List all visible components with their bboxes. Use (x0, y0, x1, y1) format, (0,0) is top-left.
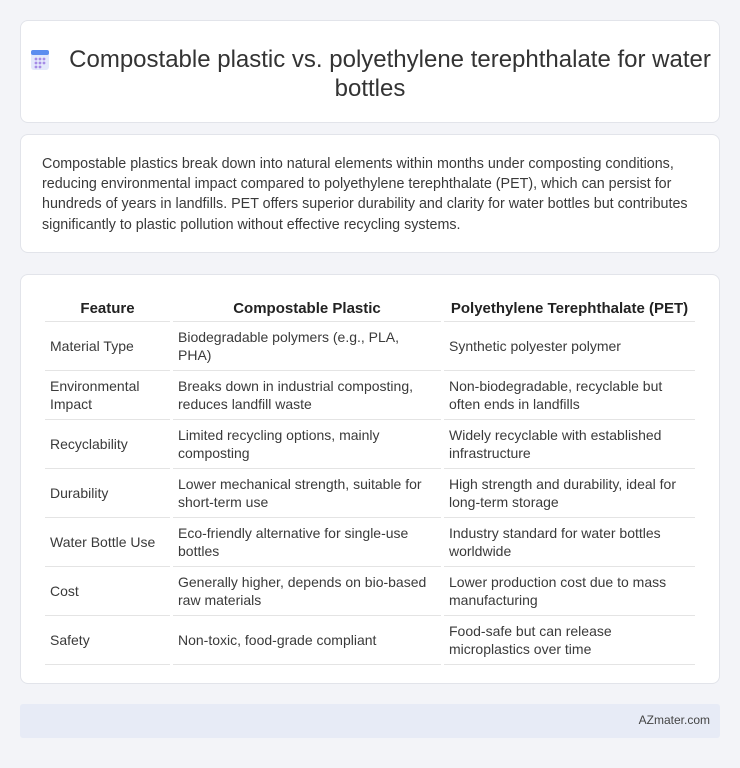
row-feature: Cost (45, 567, 170, 616)
table-row (45, 567, 695, 616)
row-feature: Durability (45, 469, 170, 518)
row-pet: Lower production cost due to mass manufacturing (444, 567, 695, 616)
row-compostable: Limited recycling options, mainly composting (173, 420, 441, 469)
header-compostable: Compostable Plastic (173, 294, 441, 322)
table-row (45, 518, 695, 567)
table-header-row (45, 294, 695, 322)
page-title-text: Compostable plastic vs. polyethylene terephthalate for water bottles (69, 46, 711, 102)
row-feature: Recyclability (45, 420, 170, 469)
row-pet: Widely recyclable with established infrastructure (444, 420, 695, 469)
comparison-table (42, 294, 698, 665)
header-feature: Feature (45, 294, 170, 322)
row-pet: Non-biodegradable, recyclable but often ends in landfills (444, 371, 695, 420)
page-title (21, 45, 719, 103)
document-icon (29, 49, 51, 71)
row-pet: Industry standard for water bottles worldwide (444, 518, 695, 567)
row-feature: Environmental Impact (45, 371, 170, 420)
row-compostable: Eco-friendly alternative for single-use bottles (173, 518, 441, 567)
intro-paragraph: Compostable plastics break down into natural elements within months under composting conditions, reducing environmental impact compared to polyethylene terephthalate (PET), which can persist for hundreds of years in landfills. PET offers superior durability and clarity for water bottles but contributes significantly to plastic pollution without effective recycling systems. (42, 156, 688, 233)
row-compostable: Breaks down in industrial composting, reduces landfill waste (173, 371, 441, 420)
row-feature: Safety (45, 616, 170, 665)
table-row (45, 469, 695, 518)
row-compostable: Generally higher, depends on bio-based raw materials (173, 567, 441, 616)
table-row (45, 371, 695, 420)
intro-card (20, 134, 720, 253)
title-card (20, 20, 720, 123)
row-pet: Synthetic polyester polymer (444, 322, 695, 371)
header-pet: Polyethylene Terephthalate (PET) (444, 294, 695, 322)
table-row (45, 616, 695, 665)
row-compostable: Biodegradable polymers (e.g., PLA, PHA) (173, 322, 441, 371)
row-compostable: Lower mechanical strength, suitable for short-term use (173, 469, 441, 518)
row-compostable: Non-toxic, food-grade compliant (173, 616, 441, 665)
footer-brand-link[interactable]: AZmater.com (638, 713, 710, 727)
comparison-card (20, 274, 720, 684)
table-row (45, 420, 695, 469)
table-row (45, 322, 695, 371)
row-pet: Food-safe but can release microplastics over time (444, 616, 695, 665)
row-pet: High strength and durability, ideal for long-term storage (444, 469, 695, 518)
row-feature: Material Type (45, 322, 170, 371)
row-feature: Water Bottle Use (45, 518, 170, 567)
footer-bar (20, 704, 720, 738)
